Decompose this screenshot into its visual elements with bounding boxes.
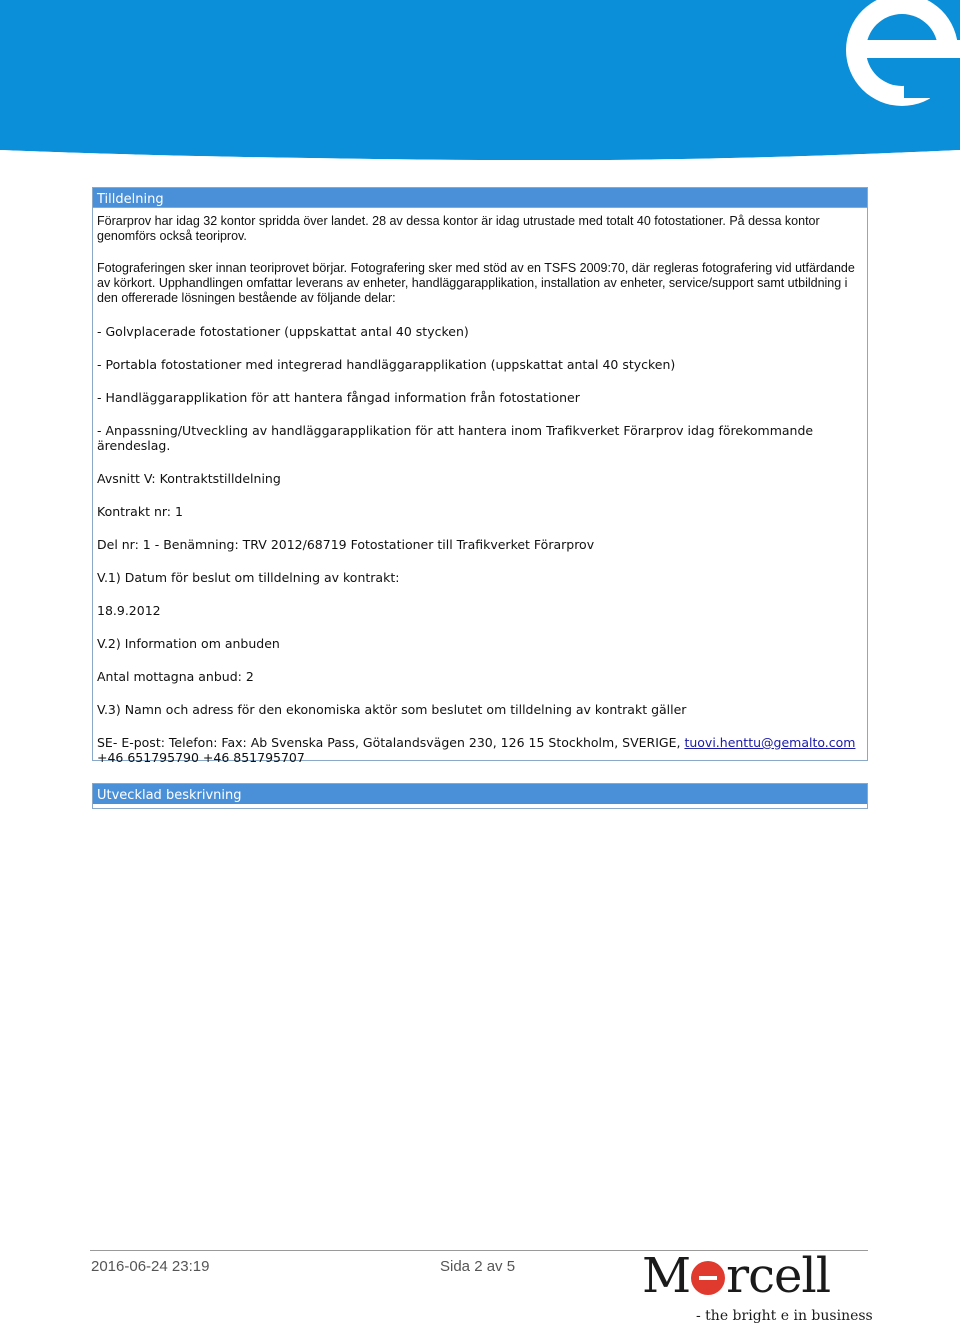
del-nr: Del nr: 1 - Benämning: TRV 2012/68719 Fotostationer till Trafikverket Förarprov xyxy=(97,537,595,552)
logo-e-icon xyxy=(691,1261,725,1295)
v3-heading: V.3) Namn och adress för den ekonomiska aktör som beslutet om tilldelning av kontrakt gäller xyxy=(97,702,687,717)
paragraph-fotografering: Fotograferingen sker innan teoriprovet börjar. Fotografering sker med stöd av en TSFS 2009:70, där regleras fotografering vid utfärdande av körkort. Upphandlingen omfattar leverans av enheter, handläggarapplikation, installation av enheter, service/support samt utbildning i den offererade lösningen bestående av följande delar: xyxy=(97,261,855,305)
contact-suffix: +46 651795790 +46 851795707 xyxy=(97,750,305,765)
paragraph-intro: Förarprov har idag 32 kontor spridda över landet. 28 av dessa kontor är idag utrustade med totalt 40 fotostationer. På dessa kontor genomförs också teoriprov. xyxy=(97,214,820,243)
section-title: Tilldelning xyxy=(93,188,867,208)
section-title: Utvecklad beskrivning xyxy=(93,784,867,804)
brand-e-icon xyxy=(0,0,960,160)
v1-date: 18.9.2012 xyxy=(97,603,161,618)
logo-wordmark: M rcell xyxy=(642,1248,831,1304)
heading-avsnitt: Avsnitt V: Kontraktstilldelning xyxy=(97,471,281,486)
contact-prefix: SE- E-post: Telefon: Fax: Ab Svenska Pass, Götalandsvägen 230, 126 15 Stockholm, SVERIGE, xyxy=(97,735,681,750)
marcell-logo xyxy=(642,1248,873,1326)
footer-page-number: Sida 2 av 5 xyxy=(440,1258,516,1275)
list-item: - Golvplacerade fotostationer (uppskattat antal 40 stycken) xyxy=(97,324,469,339)
kontrakt-nr: Kontrakt nr: 1 xyxy=(97,504,183,519)
list-item: - Anpassning/Utveckling av handläggarapplikation för att hantera inom Trafikverket Förarprov idag förekommande ärendeslag. xyxy=(97,423,814,453)
email-link[interactable]: tuovi.henttu@gemalto.com xyxy=(684,735,856,750)
section-tilldelning xyxy=(92,187,868,765)
list-item: - Handläggarapplikation för att hantera fångad information från fotostationer xyxy=(97,390,580,405)
v1-heading: V.1) Datum för beslut om tilldelning av kontrakt: xyxy=(97,570,400,585)
v2-heading: V.2) Information om anbuden xyxy=(97,636,280,651)
v2-anbud: Antal mottagna anbud: 2 xyxy=(97,669,254,684)
footer-date: 2016-06-24 23:19 xyxy=(91,1258,210,1275)
logo-tagline: - the bright e in business xyxy=(696,1308,873,1324)
section-utvecklad-beskrivning xyxy=(92,783,868,809)
contact-line xyxy=(97,735,863,765)
header-banner xyxy=(0,0,960,160)
list-item: - Portabla fotostationer med integrerad handläggarapplikation (uppskattat antal 40 stycken) xyxy=(97,357,676,372)
